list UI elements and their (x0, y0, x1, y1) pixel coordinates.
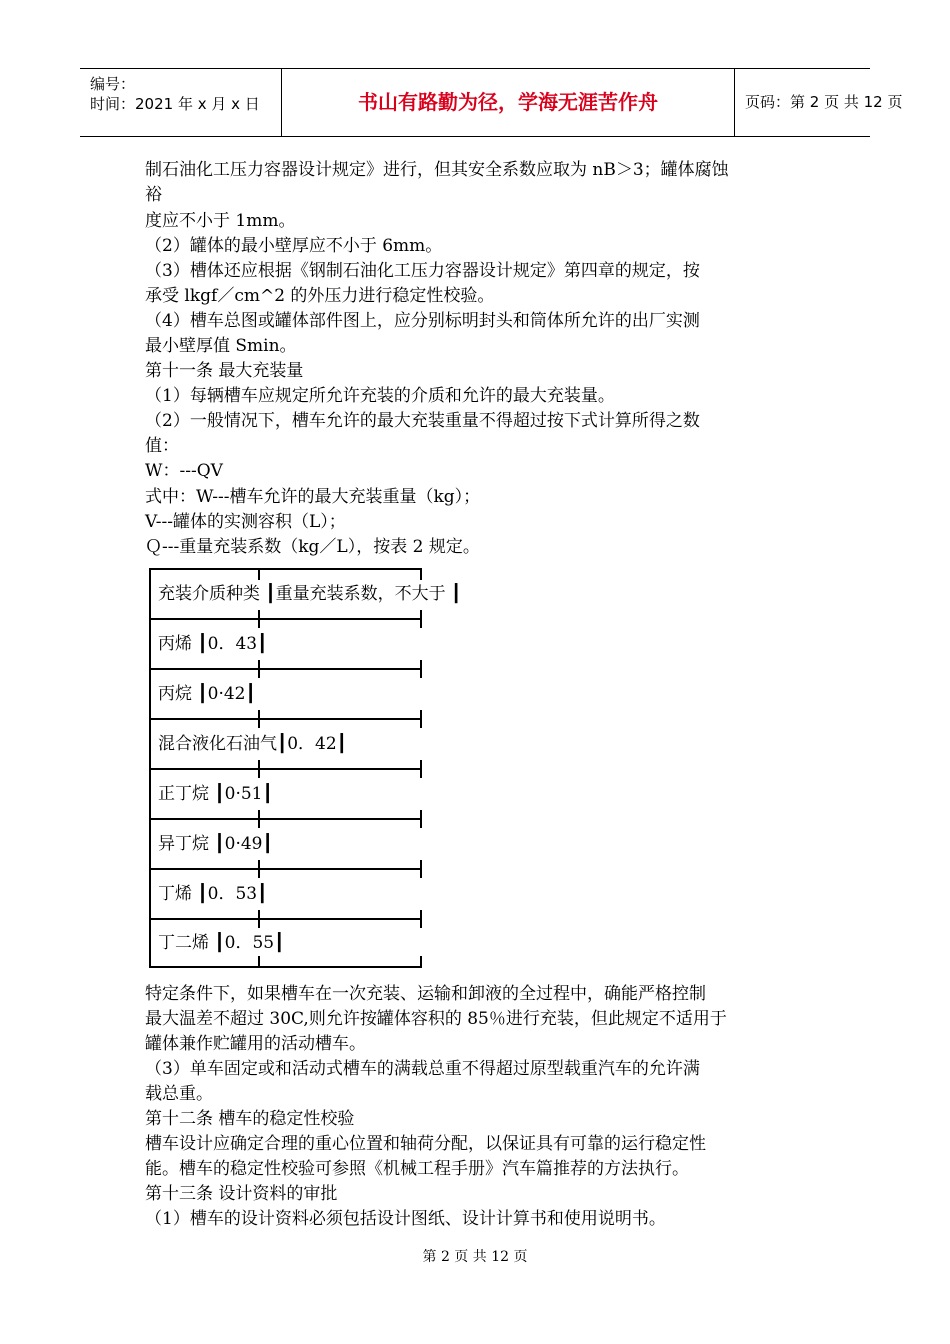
table-tick (258, 610, 260, 628)
table-tick (258, 810, 260, 828)
text-line: 度应不小于 1mm。 (145, 211, 296, 231)
page-footer: 第 2 页 共 12 页 (422, 1249, 528, 1265)
text-line: （2）一般情况下，槽车允许的最大充装重量不得超过按下式计算所得之数 (145, 411, 700, 431)
text-line: 制石油化工压力容器设计规定》进行，但其安全系数应取为 nB＞3；罐体腐蚀 (145, 160, 729, 180)
section-heading: 第十二条 槽车的稳定性校验 (145, 1109, 355, 1129)
table-rule (149, 618, 422, 620)
text-line: V---罐体的实测容积（L）； (145, 512, 346, 532)
section-heading: 第十一条 最大充装量 (145, 361, 304, 381)
table-rule (149, 868, 422, 870)
header-page-label: 页码：第 2 页 共 12 页 (745, 93, 903, 111)
table-rule (149, 718, 422, 720)
table-row: 异丁烷 ┃0·49┃ (158, 834, 273, 854)
text-line: 罐体兼作贮罐用的活动槽车。 (145, 1034, 366, 1054)
table-tick (420, 810, 422, 828)
text-line: 值： (145, 436, 179, 456)
text-line: Ｑ---重量充装系数（kg／L），按表 2 规定。 (145, 537, 480, 557)
document-time-label: 时间：2021 年 x 月 x 日 (90, 95, 260, 113)
table-tick (420, 710, 422, 728)
table-tick (258, 860, 260, 878)
text-line: （3）槽体还应根据《钢制石油化工压力容器设计规定》第四章的规定，按 (145, 261, 700, 281)
table-tick (258, 910, 260, 928)
table-tick (258, 568, 260, 580)
table-rule (149, 966, 422, 968)
table-row: 丙烯 ┃0．43┃ (158, 634, 268, 654)
text-line: 式中：W---槽车允许的最大充装重量（kg）； (145, 487, 481, 507)
table-tick (420, 568, 422, 580)
table-tick (420, 956, 422, 968)
table-tick (420, 860, 422, 878)
table-rule (149, 918, 422, 920)
text-line: （2）罐体的最小壁厚应不小于 6mm。 (145, 236, 443, 256)
text-line: 能。槽车的稳定性校验可参照《机械工程手册》汽车篇推荐的方法执行。 (145, 1159, 689, 1179)
header-motto: 书山有路勤为径，学海无涯苦作舟 (282, 69, 735, 136)
table-tick (258, 660, 260, 678)
text-line: 裕 (145, 185, 162, 205)
table-rule (149, 818, 422, 820)
table-header-row: 充装介质种类 ┃重量充装系数，不大于 ┃ (158, 584, 462, 604)
document-number-label: 编号： (90, 75, 136, 93)
text-line: 最小壁厚值 Smin。 (145, 336, 297, 356)
section-heading: 第十三条 设计资料的审批 (145, 1184, 338, 1204)
text-line: 特定条件下，如果槽车在一次充装、运输和卸液的全过程中，确能严格控制 (145, 984, 706, 1004)
table-row: 丙烷 ┃0·42┃ (158, 684, 256, 704)
table-tick (420, 760, 422, 778)
text-line: （3）单车固定或和活动式槽车的满载总重不得超过原型载重汽车的允许满 (145, 1059, 700, 1079)
text-line: 槽车设计应确定合理的重心位置和轴荷分配，以保证具有可靠的运行稳定性 (145, 1134, 706, 1154)
table-tick (258, 760, 260, 778)
table-tick (258, 956, 260, 968)
table-rule (149, 668, 422, 670)
page-header (80, 68, 903, 137)
text-line: （1）槽车的设计资料必须包括设计图纸、设计计算书和使用说明书。 (145, 1209, 666, 1229)
table-tick (258, 710, 260, 728)
text-line: 最大温差不超过 30C,则允许按罐体容积的 85％进行充装，但此规定不适用于 (145, 1009, 727, 1029)
text-line: （1）每辆槽车应规定所允许充装的介质和允许的最大充装量。 (145, 386, 615, 406)
table-tick (420, 610, 422, 628)
table-row: 混合液化石油气┃0．42┃ (158, 734, 347, 754)
table-row: 丁烯 ┃0．53┃ (158, 884, 268, 904)
formula-line: W：---QV (145, 461, 223, 481)
table-rule (149, 768, 422, 770)
header-meta-cell (80, 69, 282, 136)
text-line: 载总重。 (145, 1084, 213, 1104)
table-tick (420, 660, 422, 678)
text-line: 承受 lkgf／cm^2 的外压力进行稳定性校验。 (145, 286, 495, 306)
table-rule (149, 568, 422, 570)
table-row: 正丁烷 ┃0·51┃ (158, 784, 273, 804)
table-tick (420, 910, 422, 928)
text-line: （4）槽车总图或罐体部件图上，应分别标明封头和筒体所允许的出厂实测 (145, 311, 700, 331)
table-row: 丁二烯 ┃0．55┃ (158, 933, 285, 953)
